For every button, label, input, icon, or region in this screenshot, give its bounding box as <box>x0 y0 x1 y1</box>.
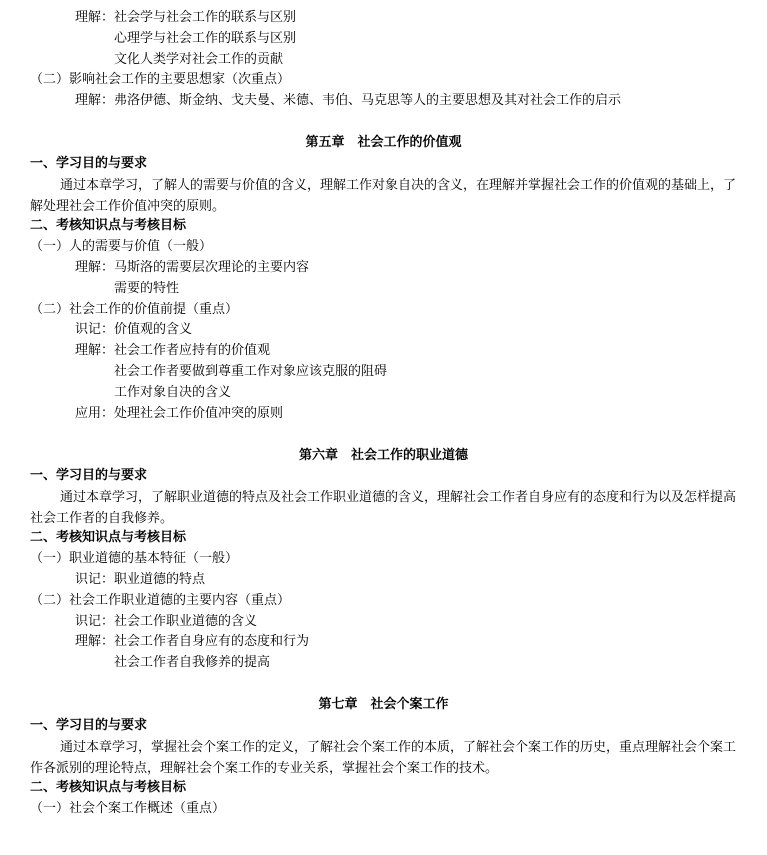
chapter5-section-objectives: 一、学习目的与要求 <box>30 156 148 171</box>
chapter5-item-self-determination: 工作对象自决的含义 <box>114 385 232 400</box>
chapter5-item-worker-values: 理解：社会工作者应持有的价值观 <box>75 343 271 358</box>
chapter7-title: 第七章 社会个案工作 <box>318 697 449 712</box>
chapter5-section-assessment: 二、考核知识点与考核目标 <box>30 218 187 233</box>
understanding-line-psychology: 心理学与社会工作的联系与区别 <box>114 31 297 46</box>
understanding-line-anthropology: 文化人类学对社会工作的贡献 <box>114 52 284 67</box>
chapter6-subsection-2: （二）社会工作职业道德的主要内容（重点） <box>30 593 291 608</box>
chapter5-objectives-paragraph: 通过本章学习，了解人的需要与价值的含义，理解工作对象自决的含义，在理解并掌握社会工作的价值观的基础上，了解处理社会工作价值冲突的原则。 <box>30 178 737 214</box>
chapter5-item-conflict: 应用：处理社会工作价值冲突的原则 <box>75 406 284 421</box>
chapter7-section-objectives: 一、学习目的与要求 <box>30 718 148 733</box>
chapter6-subsection-1: （一）职业道德的基本特征（一般） <box>30 551 239 566</box>
chapter7-section-assessment: 二、考核知识点与考核目标 <box>30 780 187 795</box>
chapter5-item-respect: 社会工作者要做到尊重工作对象应该克服的阻碍 <box>114 364 388 379</box>
subsection-thinkers: （二）影响社会工作的主要思想家（次重点） <box>30 72 291 87</box>
chapter5-item-values: 识记：价值观的含义 <box>75 322 193 337</box>
understanding-line-sociology: 理解：社会学与社会工作的联系与区别 <box>75 10 297 25</box>
chapter6-title: 第六章 社会工作的职业道德 <box>298 448 468 463</box>
chapter6-item-attitude: 理解：社会工作者自身应有的态度和行为 <box>75 634 310 649</box>
chapter5-title: 第五章 社会工作的价值观 <box>305 135 462 150</box>
chapter6-objectives-paragraph: 通过本章学习，了解职业道德的特点及社会工作职业道德的含义，理解社会工作者自身应有的态度和行为以及怎样提高社会工作者的自我修养。 <box>30 490 737 526</box>
chapter5-item-maslow: 理解：马斯洛的需要层次理论的主要内容 <box>75 260 310 275</box>
chapter5-subsection-2: （二）社会工作的价值前提（重点） <box>30 302 239 317</box>
chapter7-objectives-paragraph: 通过本章学习，掌握社会个案工作的定义，了解社会个案工作的本质，了解社会个案工作的历史，重点理解社会个案工作各派别的理论特点，理解社会个案工作的专业关系，掌握社会个案工作的技术。 <box>30 740 737 776</box>
chapter6-item-features: 识记：职业道德的特点 <box>75 572 206 587</box>
chapter5-subsection-1: （一）人的需要与价值（一般） <box>30 239 213 254</box>
chapter6-section-assessment: 二、考核知识点与考核目标 <box>30 530 187 545</box>
chapter5-item-needs: 需要的特性 <box>114 281 180 296</box>
chapter6-item-self-cultivation: 社会工作者自我修养的提高 <box>114 655 271 670</box>
chapter7-subsection-1: （一）社会个案工作概述（重点） <box>30 801 226 816</box>
chapter6-item-meaning: 识记：社会工作职业道德的含义 <box>75 614 258 629</box>
chapter6-section-objectives: 一、学习目的与要求 <box>30 468 148 483</box>
understanding-line-thinkers: 理解：弗洛伊德、斯金纳、戈夫曼、米德、韦伯、马克思等人的主要思想及其对社会工作的启示 <box>75 93 622 108</box>
